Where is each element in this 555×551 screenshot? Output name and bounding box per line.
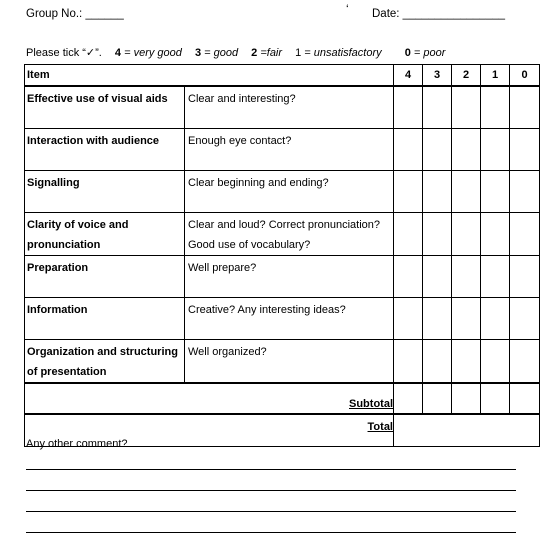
item-name: Preparation: [25, 256, 185, 298]
score-cell-4[interactable]: [394, 340, 423, 384]
score-cell-1[interactable]: [481, 298, 510, 340]
score-cell-1[interactable]: [481, 86, 510, 129]
scale-level-number: 1: [295, 47, 302, 59]
score-cell-2[interactable]: [452, 86, 481, 129]
group-number-label: Group No.: ______: [26, 8, 124, 20]
score-cell-1[interactable]: [481, 340, 510, 384]
score-cell-3[interactable]: [423, 298, 452, 340]
score-cell-2[interactable]: [452, 129, 481, 171]
item-question: Enough eye contact?: [185, 129, 394, 171]
total-cell[interactable]: [394, 414, 540, 447]
score-cell-2[interactable]: [452, 171, 481, 213]
subtotal-cell-0[interactable]: [510, 383, 540, 414]
scale-level-number: 0: [404, 47, 411, 59]
score-cell-2[interactable]: [452, 256, 481, 298]
score-cell-1[interactable]: [481, 256, 510, 298]
score-cell-4[interactable]: [394, 86, 423, 129]
scale-level-text: = good: [201, 47, 239, 59]
item-question: Well prepare?: [185, 256, 394, 298]
item-name: Clarity of voice and pronunciation: [25, 213, 185, 256]
comment-label: Any other comment?: [26, 438, 128, 450]
comment-line[interactable]: [26, 511, 516, 512]
score-cell-4[interactable]: [394, 129, 423, 171]
comment-line[interactable]: [26, 532, 516, 533]
subtotal-cell-4[interactable]: [394, 383, 423, 414]
comment-line[interactable]: [26, 469, 516, 470]
item-question: Well organized?: [185, 340, 394, 384]
score-cell-3[interactable]: [423, 340, 452, 384]
score-cell-0[interactable]: [510, 129, 540, 171]
score-cell-3[interactable]: [423, 86, 452, 129]
subtotal-cell-2[interactable]: [452, 383, 481, 414]
scale-level-number: 4: [114, 47, 122, 59]
evaluation-table: [24, 64, 540, 447]
score-cell-1[interactable]: [481, 129, 510, 171]
scale-level-text: = unsatisfactory: [301, 47, 382, 59]
subtotal-cell-1[interactable]: [481, 383, 510, 414]
table-row: [25, 213, 540, 256]
subtotal-label: Subtotal: [25, 383, 394, 414]
scale-level-text: =fair: [257, 47, 283, 59]
total-label: Total: [25, 414, 394, 447]
table-header-row: [25, 65, 540, 87]
date-label: Date: ________________: [372, 8, 506, 20]
score-cell-2[interactable]: [452, 213, 481, 256]
table-row: [25, 340, 540, 384]
score-cell-3[interactable]: [423, 213, 452, 256]
score-column-header: 1: [481, 65, 510, 87]
score-cell-3[interactable]: [423, 256, 452, 298]
score-column-header: 4: [394, 65, 423, 87]
table-row: [25, 171, 540, 213]
score-column-header: 3: [423, 65, 452, 87]
scale-level-number: 3: [194, 47, 202, 59]
stray-mark: ‘: [346, 2, 349, 16]
score-cell-1[interactable]: [481, 171, 510, 213]
scale-level-number: 2: [251, 47, 258, 59]
subtotal-cell-3[interactable]: [423, 383, 452, 414]
score-cell-3[interactable]: [423, 171, 452, 213]
score-cell-4[interactable]: [394, 298, 423, 340]
score-cell-0[interactable]: [510, 256, 540, 298]
item-name: Organization and structuring of presentation: [25, 340, 185, 384]
item-name: Effective use of visual aids: [25, 86, 185, 129]
item-question: Clear and interesting?: [185, 86, 394, 129]
table-row: [25, 298, 540, 340]
score-column-header: 2: [452, 65, 481, 87]
tick-instruction: Please tick “✓”.: [26, 47, 102, 59]
item-question: Clear beginning and ending?: [185, 171, 394, 213]
table-row: [25, 129, 540, 171]
score-cell-0[interactable]: [510, 171, 540, 213]
item-column-header: Item: [25, 65, 394, 87]
score-cell-0[interactable]: [510, 298, 540, 340]
item-name: Information: [25, 298, 185, 340]
table-row: [25, 256, 540, 298]
subtotal-row: [25, 383, 540, 414]
scale-level-text: = very good: [121, 47, 182, 59]
item-name: Interaction with audience: [25, 129, 185, 171]
item-name: Signalling: [25, 171, 185, 213]
item-question: Creative? Any interesting ideas?: [185, 298, 394, 340]
item-question: Clear and loud? Correct pronunciation? Good use of vocabulary?: [185, 213, 394, 256]
score-cell-0[interactable]: [510, 86, 540, 129]
score-column-header: 0: [510, 65, 540, 87]
score-cell-0[interactable]: [510, 213, 540, 256]
comment-line[interactable]: [26, 490, 516, 491]
rating-scale-legend: [26, 46, 445, 59]
score-cell-4[interactable]: [394, 171, 423, 213]
scale-level-text: = poor: [410, 47, 446, 59]
score-cell-2[interactable]: [452, 298, 481, 340]
score-cell-2[interactable]: [452, 340, 481, 384]
table-row: [25, 86, 540, 129]
score-cell-1[interactable]: [481, 213, 510, 256]
score-cell-3[interactable]: [423, 129, 452, 171]
score-cell-0[interactable]: [510, 340, 540, 384]
score-cell-4[interactable]: [394, 256, 423, 298]
score-cell-4[interactable]: [394, 213, 423, 256]
